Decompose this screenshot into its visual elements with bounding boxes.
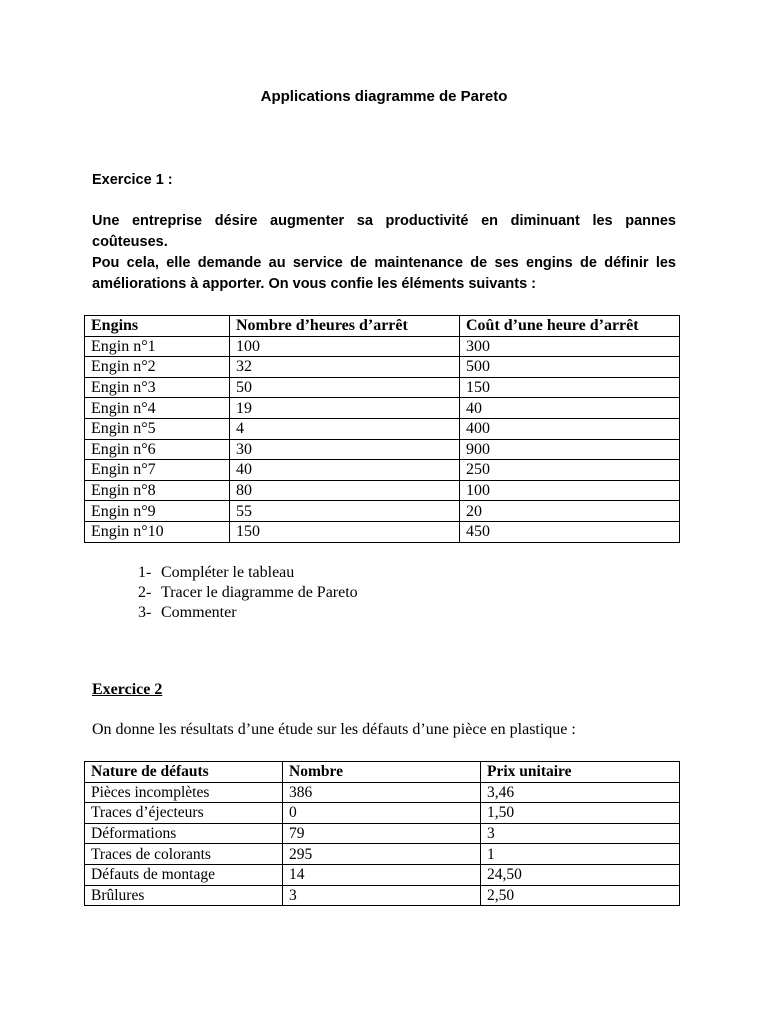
table-row bbox=[85, 782, 680, 803]
table-row bbox=[85, 398, 680, 419]
cell-engin: Engin n°9 bbox=[85, 501, 230, 522]
cell-nombre: 386 bbox=[283, 782, 481, 803]
table-header-row bbox=[85, 316, 680, 337]
cell-engin: Engin n°2 bbox=[85, 357, 230, 378]
cell-heures: 30 bbox=[230, 439, 460, 460]
table-row bbox=[85, 803, 680, 824]
cell-heures: 100 bbox=[230, 336, 460, 357]
cell-engin: Engin n°4 bbox=[85, 398, 230, 419]
cell-nombre: 79 bbox=[283, 823, 481, 844]
cell-prix: 24,50 bbox=[481, 864, 680, 885]
exercise1-paragraph-1: Une entreprise désire augmenter sa productivité en diminuant les pannes coûteuses. bbox=[92, 213, 676, 250]
cell-prix: 3 bbox=[481, 823, 680, 844]
task-text: Tracer le diagramme de Pareto bbox=[161, 584, 358, 601]
cell-cout: 500 bbox=[460, 357, 680, 378]
table-header-row bbox=[85, 762, 680, 783]
cell-cout: 20 bbox=[460, 501, 680, 522]
cell-engin: Engin n°5 bbox=[85, 418, 230, 439]
exercise1-heading: Exercice 1 : bbox=[92, 172, 173, 188]
table-row bbox=[85, 357, 680, 378]
cell-prix: 1,50 bbox=[481, 803, 680, 824]
cell-nombre: 14 bbox=[283, 864, 481, 885]
engins-table bbox=[84, 315, 680, 543]
task-number: 3- bbox=[138, 604, 152, 621]
cell-heures: 80 bbox=[230, 480, 460, 501]
cell-heures: 50 bbox=[230, 377, 460, 398]
cell-engin: Engin n°8 bbox=[85, 480, 230, 501]
cell-cout: 100 bbox=[460, 480, 680, 501]
exercise1-paragraph-2: Pou cela, elle demande au service de maintenance de ses engins de définir les améliorations à apporter. On vous confie les éléments suivants : bbox=[92, 255, 676, 292]
task-number: 2- bbox=[138, 584, 152, 601]
table-row bbox=[85, 885, 680, 906]
table-row bbox=[85, 521, 680, 542]
cell-nature: Traces de colorants bbox=[85, 844, 283, 865]
cell-engin: Engin n°1 bbox=[85, 336, 230, 357]
table-row bbox=[85, 823, 680, 844]
task-text: Compléter le tableau bbox=[161, 564, 295, 581]
cell-cout: 400 bbox=[460, 418, 680, 439]
page-title: Applications diagramme de Pareto bbox=[260, 88, 508, 105]
cell-nombre: 0 bbox=[283, 803, 481, 824]
list-item bbox=[138, 603, 358, 623]
defauts-table bbox=[84, 761, 680, 906]
table-row bbox=[85, 844, 680, 865]
cell-prix: 1 bbox=[481, 844, 680, 865]
cell-prix: 3,46 bbox=[481, 782, 680, 803]
table-row bbox=[85, 501, 680, 522]
header-nature-defauts: Nature de défauts bbox=[85, 762, 283, 783]
cell-prix: 2,50 bbox=[481, 885, 680, 906]
cell-heures: 55 bbox=[230, 501, 460, 522]
header-engins: Engins bbox=[85, 316, 230, 337]
cell-heures: 40 bbox=[230, 460, 460, 481]
task-number: 1- bbox=[138, 564, 152, 581]
cell-engin: Engin n°3 bbox=[85, 377, 230, 398]
cell-heures: 32 bbox=[230, 357, 460, 378]
list-item bbox=[138, 563, 358, 583]
table-row bbox=[85, 864, 680, 885]
cell-cout: 150 bbox=[460, 377, 680, 398]
cell-nature: Déformations bbox=[85, 823, 283, 844]
cell-nature: Pièces incomplètes bbox=[85, 782, 283, 803]
table-row bbox=[85, 439, 680, 460]
table-row bbox=[85, 480, 680, 501]
cell-nature: Traces d’éjecteurs bbox=[85, 803, 283, 824]
cell-cout: 300 bbox=[460, 336, 680, 357]
cell-nature: Défauts de montage bbox=[85, 864, 283, 885]
header-cout-heure: Coût d’une heure d’arrêt bbox=[460, 316, 680, 337]
header-prix-unitaire: Prix unitaire bbox=[481, 762, 680, 783]
list-item bbox=[138, 583, 358, 603]
exercise2-heading: Exercice 2 bbox=[92, 681, 163, 698]
table-row bbox=[85, 336, 680, 357]
cell-cout: 900 bbox=[460, 439, 680, 460]
table-row bbox=[85, 377, 680, 398]
cell-cout: 40 bbox=[460, 398, 680, 419]
exercise1-task-list bbox=[138, 563, 358, 623]
task-text: Commenter bbox=[161, 604, 237, 621]
cell-engin: Engin n°10 bbox=[85, 521, 230, 542]
cell-nombre: 3 bbox=[283, 885, 481, 906]
table-row bbox=[85, 460, 680, 481]
cell-heures: 150 bbox=[230, 521, 460, 542]
cell-heures: 19 bbox=[230, 398, 460, 419]
header-heures-arret: Nombre d’heures d’arrêt bbox=[230, 316, 460, 337]
header-nombre: Nombre bbox=[283, 762, 481, 783]
cell-engin: Engin n°6 bbox=[85, 439, 230, 460]
table-row bbox=[85, 418, 680, 439]
cell-engin: Engin n°7 bbox=[85, 460, 230, 481]
cell-nature: Brûlures bbox=[85, 885, 283, 906]
cell-cout: 250 bbox=[460, 460, 680, 481]
cell-nombre: 295 bbox=[283, 844, 481, 865]
cell-cout: 450 bbox=[460, 521, 680, 542]
cell-heures: 4 bbox=[230, 418, 460, 439]
exercise2-intro: On donne les résultats d’une étude sur les défauts d’une pièce en plastique : bbox=[92, 721, 576, 738]
